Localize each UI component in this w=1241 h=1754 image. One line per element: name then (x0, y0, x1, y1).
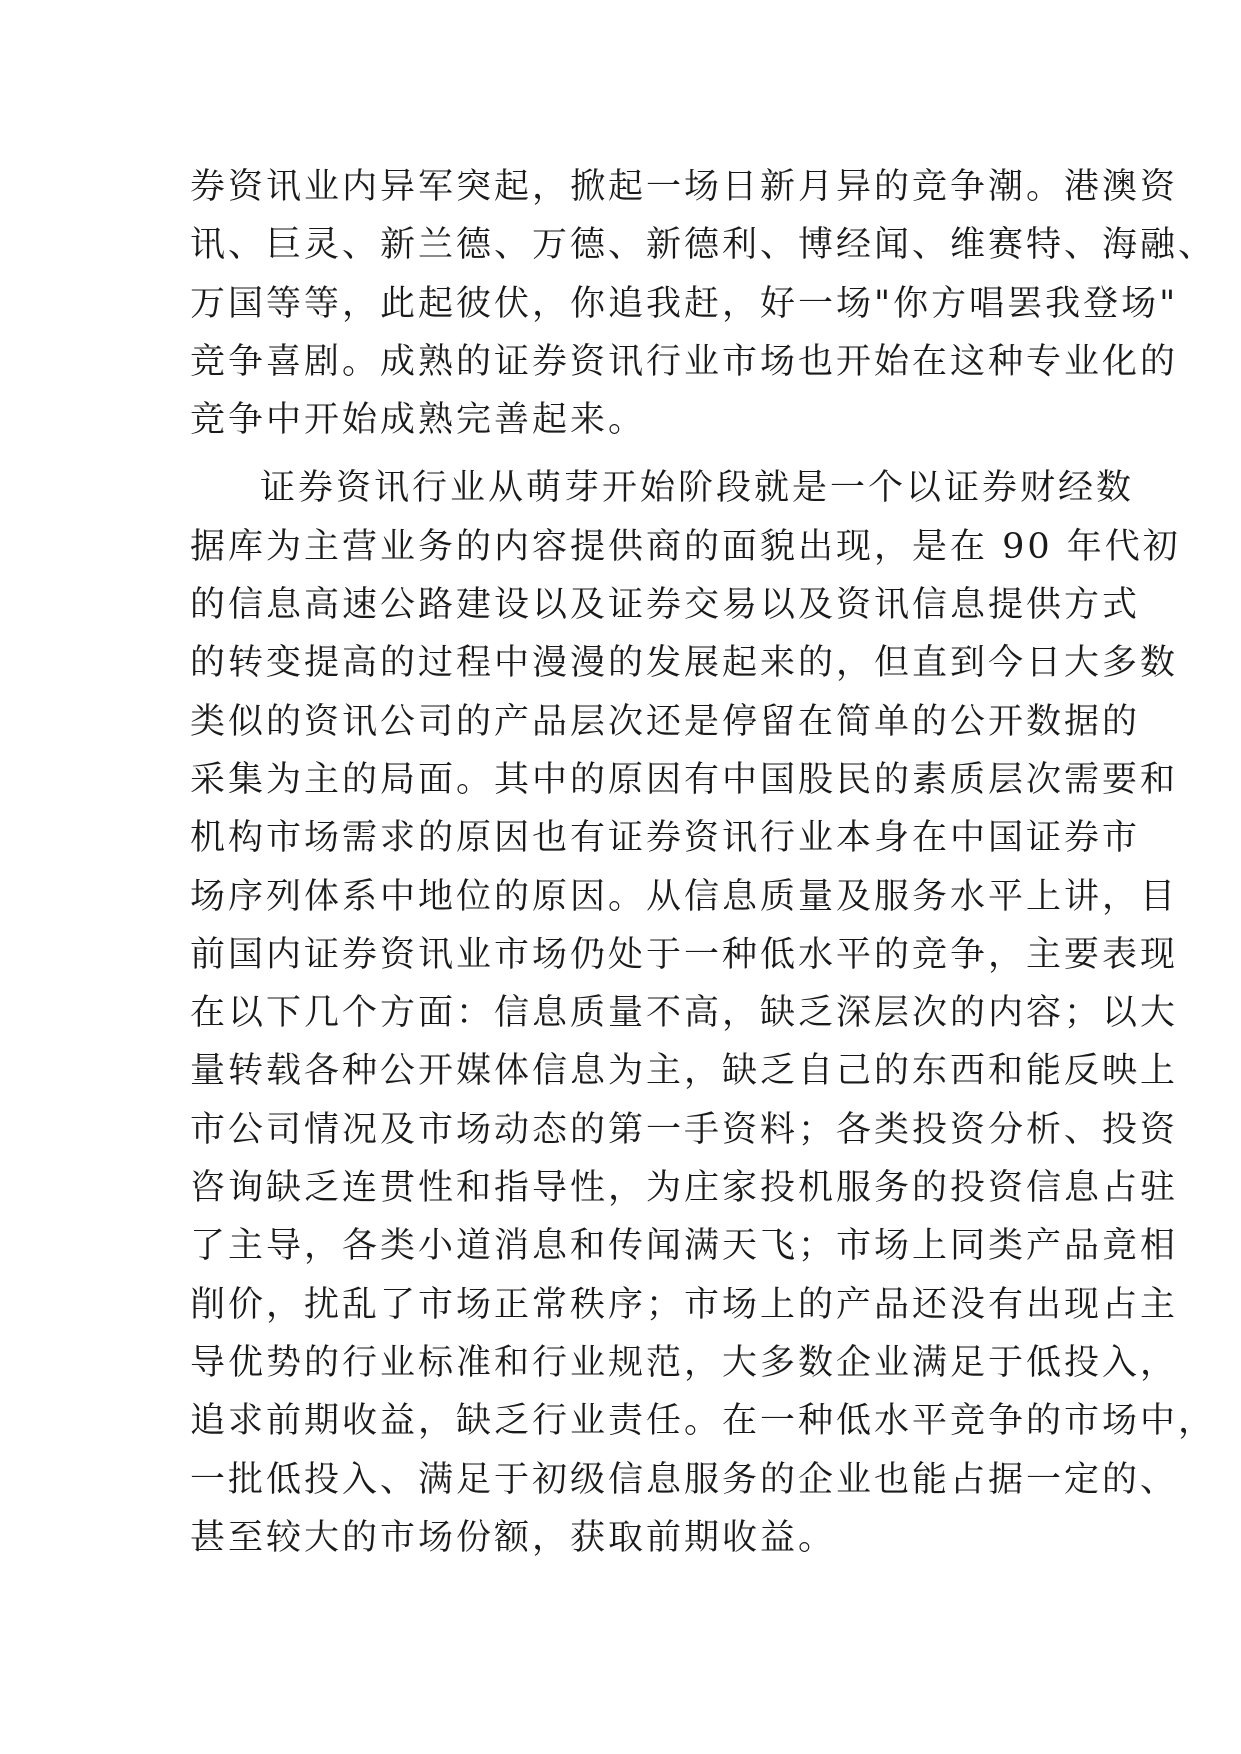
text-line: 场序列体系中地位的原因。从信息质量及服务水平上讲，目 (190, 876, 1179, 917)
text-line: 据库为主营业务的内容提供商的面貌出现，是在 90 年代初 (190, 526, 1181, 567)
text-line: 削价，扰乱了市场正常秩序；市场上的产品还没有出现占主 (190, 1284, 1179, 1325)
text-line: 的信息高速公路建设以及证券交易以及资讯信息提供方式 (190, 585, 1141, 626)
text-line: 一批低投入、满足于初级信息服务的企业也能占据一定的、 (190, 1459, 1179, 1500)
text-line: 的转变提高的过程中漫漫的发展起来的，但直到今日大多数 (190, 643, 1179, 684)
text-line: 了主导，各类小道消息和传闻满天飞；市场上同类产品竟相 (190, 1226, 1179, 1267)
text-line: 证券资讯行业从萌芽开始阶段就是一个以证券财经数 (260, 468, 1135, 509)
text-line: 竞争中开始成熟完善起来。 (190, 400, 647, 441)
text-line: 咨询缺乏连贯性和指导性，为庄家投机服务的投资信息占驻 (190, 1168, 1179, 1209)
text-line: 市公司情况及市场动态的第一手资料；各类投资分析、投资 (190, 1109, 1179, 1150)
body-text (190, 158, 1217, 1567)
text-line: 讯、巨灵、新兰德、万德、新德利、博经闻、维赛特、海融、 (190, 225, 1217, 266)
text-line: 追求前期收益，缺乏行业责任。在一种低水平竞争的市场中， (190, 1401, 1217, 1442)
paragraph-2 (190, 459, 1217, 1567)
text-line: 竞争喜剧。成熟的证券资讯行业市场也开始在这种专业化的 (190, 341, 1179, 382)
text-line: 机构市场需求的原因也有证券资讯行业本身在中国证券市 (190, 818, 1141, 859)
text-line: 在以下几个方面：信息质量不高，缺乏深层次的内容；以大 (190, 993, 1179, 1034)
text-line: 万国等等，此起彼伏，你追我赶，好一场"你方唱罢我登场" (190, 283, 1179, 324)
text-line: 量转载各种公开媒体信息为主，缺乏自己的东西和能反映上 (190, 1051, 1179, 1092)
paragraph-gap (190, 449, 1090, 459)
text-line: 类似的资讯公司的产品层次还是停留在简单的公开数据的 (190, 701, 1141, 742)
text-line: 前国内证券资讯业市场仍处于一种低水平的竞争，主要表现 (190, 934, 1179, 975)
paragraph-1 (190, 158, 1217, 449)
text-line: 采集为主的局面。其中的原因有中国股民的素质层次需要和 (190, 759, 1179, 800)
text-line: 导优势的行业标准和行业规范，大多数企业满足于低投入， (190, 1342, 1179, 1383)
text-line: 甚至较大的市场份额，获取前期收益。 (190, 1517, 837, 1558)
text-line: 券资讯业内异军突起，掀起一场日新月异的竞争潮。港澳资 (190, 167, 1179, 207)
